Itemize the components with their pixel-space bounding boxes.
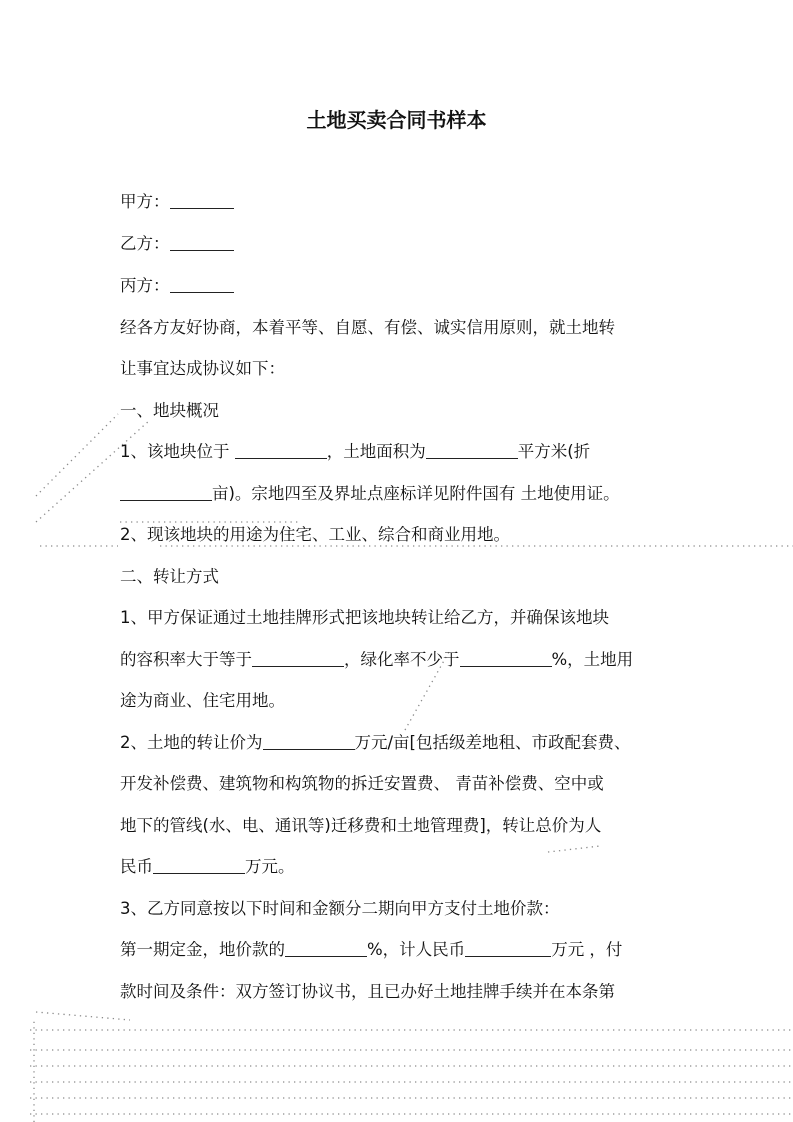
intro-line-1: 经各方友好协商，本着平等、自愿、有偿、诚实信用原则，就土地转 (120, 318, 615, 337)
section-2-item-2-line-2: 开发补偿费、建筑物和构筑物的拆迁安置费、 青苗补偿费、空中或 (120, 774, 604, 793)
party-c-line (120, 274, 680, 298)
section-2-item-2-line-3: 地下的管线(水、电、通讯等)迁移费和土地管理费]，转让总价为人 (120, 816, 602, 835)
section-2-item-3-line-3: 款时间及条件：双方签订协议书，且已办好土地挂牌手续并在本条第 (120, 982, 615, 1001)
text-segment: 万元。 (245, 857, 295, 876)
text-segment: 民币 (120, 857, 153, 876)
section-2-item-3-line-2 (120, 938, 680, 962)
section-2-item-3-line-1: 3、乙方同意按以下时间和金额分二期向甲方支付土地价款： (120, 899, 560, 918)
party-b-line (120, 232, 680, 256)
text-segment: 第一期定金，地价款的 (120, 940, 285, 959)
party-c-blank (170, 274, 234, 293)
area-blank (426, 440, 518, 459)
text-segment: %，土地用 (551, 650, 634, 669)
text-segment: ，绿化率不少于 (344, 650, 460, 669)
section-2-item-2-line-4 (120, 855, 680, 879)
text-segment: 万元 ，付 (551, 940, 623, 959)
section-1-item-1-line-1 (120, 440, 680, 464)
mu-blank (120, 482, 212, 501)
section-1-item-2: 2、现该地块的用途为住宅、工业、综合和商业用地。 (120, 525, 510, 544)
section-1-item-1-line-2 (120, 482, 680, 506)
party-a-blank (170, 190, 234, 209)
text-segment: 亩)。宗地四至及界址点座标详见附件国有 土地使用证。 (212, 484, 620, 503)
section-2-item-1-line-3: 途为商业、住宅用地。 (120, 691, 285, 710)
text-segment: ，土地面积为 (326, 442, 426, 461)
green-ratio-blank (460, 648, 552, 667)
text-segment: 1、该地块位于 (120, 442, 235, 461)
text-segment: 2、土地的转让价为 (120, 733, 263, 752)
text-segment: 的容积率大于等于 (120, 650, 252, 669)
deposit-amount-blank (465, 938, 551, 957)
document-title: 土地买卖合同书样本 (306, 108, 487, 132)
text-segment: 平方米(折 (517, 442, 591, 461)
unit-price-blank (263, 731, 355, 750)
section-2-item-2-line-1 (120, 731, 680, 755)
text-segment: %，计人民币 (367, 940, 466, 959)
section-2-heading: 二、转让方式 (120, 567, 219, 586)
party-b-label: 乙方： (120, 234, 170, 253)
party-b-blank (170, 232, 234, 251)
section-2-item-1-line-1: 1、甲方保证通过土地挂牌形式把该地块转让给乙方，并确保该地块 (120, 608, 609, 627)
intro-line-2: 让事宜达成协议如下： (120, 359, 285, 378)
location-blank (235, 440, 327, 459)
section-1-heading: 一、地块概况 (120, 401, 219, 420)
party-a-label: 甲方： (120, 192, 170, 211)
text-segment: 万元/亩[包括级差地租、市政配套费、 (354, 733, 631, 752)
party-a-line (120, 190, 680, 214)
deposit-percent-blank (285, 938, 367, 957)
total-price-blank (153, 855, 245, 874)
section-2-item-1-line-2 (120, 648, 680, 672)
party-c-label: 丙方： (120, 276, 170, 295)
plot-ratio-blank (252, 648, 344, 667)
